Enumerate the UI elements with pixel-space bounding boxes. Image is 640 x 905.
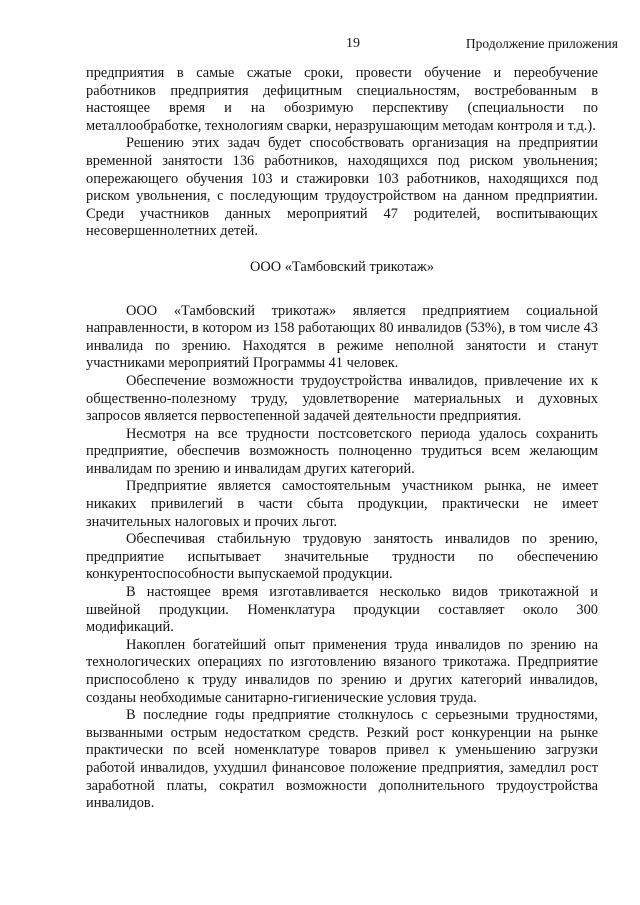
paragraph: Несмотря на все трудности постсоветского периода удалось сохранить предприятие, обеспечив возможность полноценно трудиться всем желающим инвалидам по зрению и инвалидам других категорий.	[86, 425, 598, 477]
paragraph: В настоящее время изготавливается несколько видов трикотажной и швейной продукции. Номенклатура продукции составляет около 300 модификаций.	[86, 584, 598, 636]
paragraph: Накоплен богатейший опыт применения труда инвалидов по зрению на технологических операциях по изготовлению вязаного трикотажа. Предприятие приспособлено к труду инвалидов по зрению и других категорий инвалидов, созданы необходимые санитарно-гигиенические условия труда.	[86, 636, 598, 706]
paragraph: предприятия в самые сжатые сроки, провести обучение и переобучение работников предприятия дефицитным специальностям, востребованным в настоящее время и на обозримую перспективу (специальности по металлообработке, технологиям сварки, неразрушающим методам контроля и т.д.).	[86, 65, 598, 134]
paragraph: Обеспечение возможности трудоустройства инвалидов, привлечение их к общественно-полезному труду, удовлетворение материальных и духовных запросов является первостепенной задачей деятельности предприятия.	[86, 372, 598, 425]
paragraph: В последние годы предприятие столкнулось с серьезными трудностями, вызванными острым недостатком средств. Резкий рост конкуренции на рынке практически по всей номенклатуре товаров привел к уменьшению загрузки работой инвалидов, ухудшил финансовое положение предприятия, замедлил рост заработной платы, сократил возможности дополнительного трудоустройства инвалидов.	[86, 707, 598, 812]
continuation-label: Продолжение приложения	[465, 36, 618, 51]
paragraph: Решению этих задач будет способствовать организация на предприятии временной занятости 136 работников, находящихся под риском увольнения; опережающего обучения 103 и стажировки 103 работников, находящихся под риском увольнения, с последующим трудоустройством на данном предприятии. Среди участников данных мероприятий 47 родителей, воспитывающих несовершеннолетних детей.	[86, 135, 598, 240]
paragraph: Предприятие является самостоятельным участником рынка, не имеет никаких привилегий в части сбыта продукции, практически не имеет значительных налоговых и прочих льгот.	[86, 478, 598, 530]
page-number: 19	[346, 36, 360, 51]
section-heading: ООО «Тамбовский трикотаж»	[249, 258, 435, 275]
paragraph: Обеспечивая стабильную трудовую занятость инвалидов по зрению, предприятие испытывает значительные трудности по обеспечению конкурентоспособности выпускаемой продукции.	[86, 531, 598, 583]
document-body	[86, 65, 598, 813]
paragraph: ООО «Тамбовский трикотаж» является предприятием социальной направленности, в котором из 158 работающих 80 инвалидов (53%), в том числе 43 инвалида по зрению. Находятся в режиме неполной занятости и станут участниками мероприятий Программы 41 человек.	[86, 302, 598, 372]
